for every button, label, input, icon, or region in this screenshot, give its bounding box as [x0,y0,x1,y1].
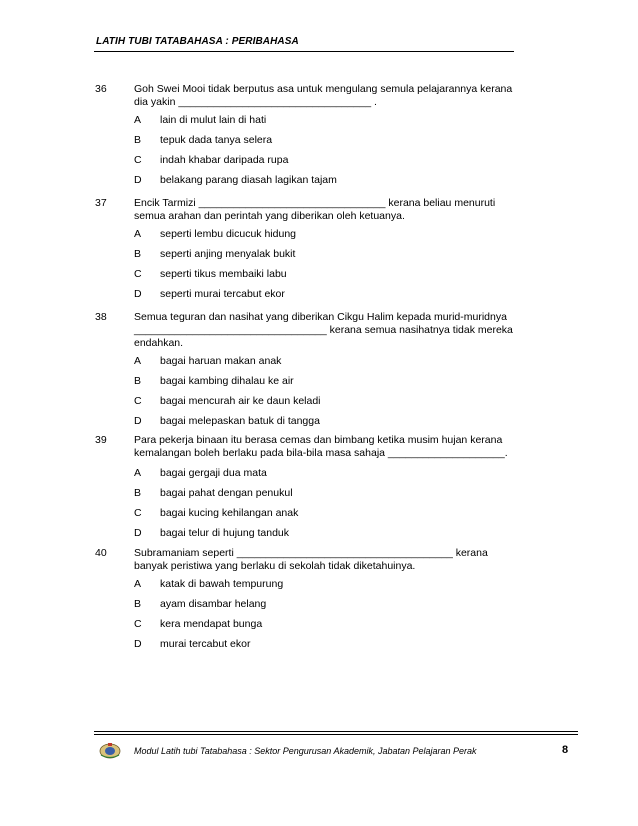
option-letter: C [134,618,142,630]
option-text: bagai mencurah air ke daun keladi [160,395,321,407]
option-letter: B [134,248,142,260]
option-letter: A [134,228,142,240]
question-text: Para pekerja binaan itu berasa cemas dan bimbang ketika musim hujan kerana kemalangan boleh berlaku pada bila-bila masa sahaja ____________________. [134,434,508,459]
option-text: seperti lembu dicucuk hidung [160,228,296,240]
option-text: seperti murai tercabut ekor [160,288,285,300]
header-divider [94,51,514,52]
option-text: katak di bawah tempurung [160,578,284,590]
footer-text: Modul Latih tubi Tatabahasa : Sektor Pengurusan Akademik, Jabatan Pelajaran Perak [134,746,477,756]
option-text: seperti anjing menyalak bukit [160,248,296,260]
page-number: 8 [562,744,569,756]
option-text: bagai kucing kehilangan anak [160,507,299,519]
option-letter: C [134,395,142,407]
question-number: 40 [95,547,107,559]
footer-divider [94,734,578,735]
option-text: tepuk dada tanya selera [160,134,273,146]
question-text: Encik Tarmizi ________________________________ kerana beliau menuruti semua arahan dan perintah yang diberikan oleh ketuanya. [134,197,496,222]
option-letter: A [134,578,142,590]
option-text: bagai kambing dihalau ke air [160,375,294,387]
option-text: kera mendapat bunga [160,618,263,630]
footer-divider [94,731,578,732]
option-letter: C [134,507,142,519]
question-number: 37 [95,197,107,209]
option-letter: D [134,638,142,650]
option-letter: B [134,375,142,387]
option-letter: D [134,415,142,427]
option-text: ayam disambar helang [160,598,267,610]
question-number: 38 [95,311,107,323]
question-text: Goh Swei Mooi tidak berputus asa untuk mengulang semula pelajarannya kerana dia yakin _________________________________ . [134,83,513,108]
option-letter: C [134,268,142,280]
option-letter: B [134,598,142,610]
option-text: bagai melepaskan batuk di tangga [160,415,320,427]
option-letter: A [134,467,142,479]
option-text: bagai telur di hujung tanduk [160,527,290,539]
option-letter: A [134,114,142,126]
option-letter: B [134,487,142,499]
state-crest-icon [98,741,122,759]
option-text: belakang parang diasah lagikan tajam [160,174,337,186]
option-letter: D [134,527,142,539]
option-text: bagai haruan makan anak [160,355,282,367]
option-letter: A [134,355,142,367]
question-number: 39 [95,434,107,446]
option-letter: C [134,154,142,166]
option-text: murai tercabut ekor [160,638,251,650]
option-letter: D [134,174,142,186]
option-letter: D [134,288,142,300]
option-letter: B [134,134,142,146]
question-number: 36 [95,83,107,95]
option-text: bagai pahat dengan penukul [160,487,293,499]
question-text: Semua teguran dan nasihat yang diberikan Cikgu Halim kepada murid-muridnya _________________________________ kerana semua nasihatnya tidak mereka endahkan. [134,311,513,349]
option-text: bagai gergaji dua mata [160,467,267,479]
question-text: Subramaniam seperti _____________________________________ kerana banyak peristiwa yang berlaku di sekolah tidak diketahuinya. [134,547,488,572]
option-text: indah khabar daripada rupa [160,154,289,166]
option-text: seperti tikus membaiki labu [160,268,287,280]
page-header-title: LATIH TUBI TATABAHASA : PERIBAHASA [96,36,299,47]
option-text: lain di mulut lain di hati [160,114,267,126]
